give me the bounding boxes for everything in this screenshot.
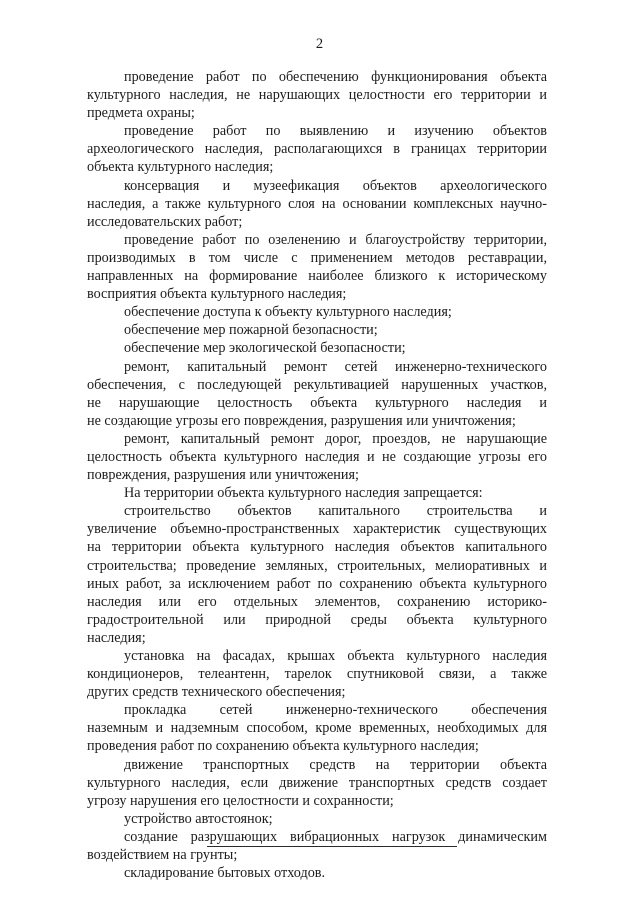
paragraph-line: угрозу нарушения его целостности и сохранности; [87,792,394,809]
paragraph-line: строительства; проведение земляных, строительных, мелиоративных и [87,557,547,574]
paragraph-line: иных работ, за исключением работ по сохранению объекта культурного [87,575,547,592]
paragraph-line: культурного наследия, если движение транспортных средств создает [87,774,547,791]
paragraph-line: проведение работ по озеленению и благоустройству территории, [124,231,547,248]
paragraph-line: археологического наследия, располагающихся в границах территории [87,141,547,158]
paragraph [87,303,547,321]
page-number: 2 [315,36,324,52]
document-body [87,68,547,882]
paragraph [87,122,547,176]
paragraph [87,68,547,122]
paragraph [87,864,547,882]
paragraph [87,358,547,430]
paragraph-line: воздействием на грунты; [87,847,238,864]
paragraph-line: складирование бытовых отходов. [124,865,326,882]
paragraph-line: производимых в том числе с применением методов реставрации, [87,249,547,266]
paragraph-line: прокладка сетей инженерно-технического обеспечения [124,702,547,719]
paragraph-line: повреждения, разрушения или уничтожения; [87,467,359,484]
paragraph-line: создание разрушающих вибрационных нагрузок динамическим [124,828,547,845]
paragraph [87,647,547,701]
paragraph-line: обеспечение доступа к объекту культурного наследия; [124,304,452,321]
paragraph [87,756,547,810]
paragraph-line: наследия или его отдельных элементов, сохранению историко- [87,593,547,610]
paragraph-line: исследовательских работ; [87,213,243,230]
paragraph [87,810,547,828]
paragraph [87,502,547,647]
paragraph-line: кондиционеров, телеантенн, тарелок спутниковой связи, а также [87,666,547,683]
paragraph-line: установка на фасадах, крышах объекта культурного наследия [124,648,547,664]
paragraph-line: проведения работ по сохранению объекта культурного наследия; [87,738,479,755]
paragraph-line: объекта культурного наследия; [87,159,274,176]
paragraph-line: ремонт, капитальный ремонт сетей инженерно-технического [124,358,547,375]
paragraph [87,321,547,339]
paragraph [87,701,547,755]
paragraph-line: устройство автостоянок; [124,810,273,827]
paragraph-line: строительство объектов капитального строительства и [124,503,547,520]
paragraph-line: других средств технического обеспечения; [87,684,346,701]
paragraph-line: обеспечения, с последующей рекультивацией нарушенных участков, [87,376,547,393]
paragraph-line: на территории объекта культурного наследия объектов капитального [87,539,547,556]
paragraph-line: предмета охраны; [87,105,195,122]
paragraph-line: не создающие угрозы его повреждения, разрушения или уничтожения; [87,412,516,429]
paragraph-line: движение транспортных средств на территории объекта [124,756,547,773]
paragraph-line: градостроительной или природной среды объекта культурного [87,611,547,628]
paragraph-line: наземным и надземным способом, кроме временных, необходимых для [87,720,547,737]
paragraph [87,339,547,357]
paragraph-line: наследия, а также культурного слоя на основании комплексных научно- [87,195,547,212]
paragraph-line: наследия; [87,629,146,646]
paragraph-line: восприятия объекта культурного наследия; [87,286,347,303]
paragraph-line: проведение работ по обеспечению функционирования объекта [124,69,547,85]
paragraph-line: не нарушающие целостность объекта культурного наследия и [87,394,547,411]
paragraph-line: целостность объекта культурного наследия и не создающие угрозы его [87,448,547,465]
paragraph-line: культурного наследия, не нарушающих целостности его территории и [87,87,547,104]
paragraph-line: обеспечение мер экологической безопасности; [124,340,406,357]
paragraph [87,430,547,484]
paragraph-line: направленных на формирование наиболее близкого к историческому [87,268,547,285]
paragraph-line: проведение работ по выявлению и изучению объектов [124,123,547,140]
paragraph-line: обеспечение мер пожарной безопасности; [124,322,378,339]
paragraph [87,231,547,303]
end-rule [207,846,457,847]
paragraph [87,484,547,502]
paragraph [87,177,547,231]
paragraph-line: На территории объекта культурного наследия запрещается: [124,485,483,502]
paragraph-line: консервация и музеефикация объектов археологического [124,177,547,194]
paragraph-line: ремонт, капитальный ремонт дорог, проездов, не нарушающие [124,430,547,447]
paragraph-line: увеличение объемно-пространственных характеристик существующих [87,521,547,538]
